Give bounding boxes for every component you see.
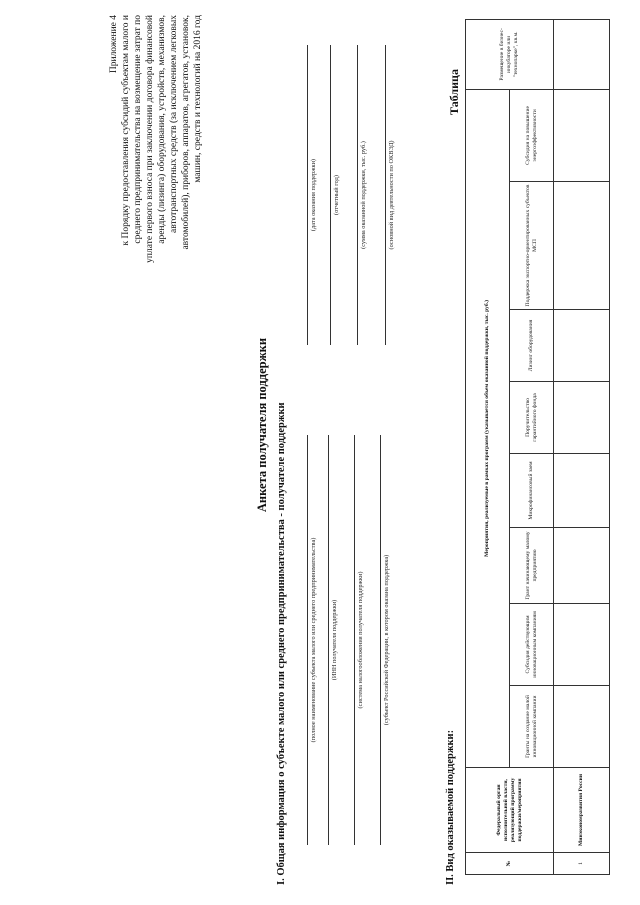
form-title: Анкета получателя поддержки	[255, 337, 269, 513]
field-line	[307, 45, 308, 345]
appendix-number: Приложение 4	[109, 15, 119, 74]
table-header-organ: Федеральный орган исполнительной власти, реализующий программу поддержки/мероприятия	[466, 768, 554, 853]
table-label: Таблица	[447, 69, 461, 115]
field-line	[357, 45, 358, 345]
table-row	[554, 19, 610, 874]
table-subheader: Поддержка экспортно-ориентированных субъектов МСП	[510, 182, 554, 310]
field-caption: (ИНН получателя поддержки)	[331, 599, 338, 681]
appendix-note	[108, 15, 204, 265]
row-cell	[554, 604, 610, 686]
table-header-group: Мероприятия, реализуемые в рамках программ (указывается объем оказанной поддержки, тыс. руб.)	[466, 89, 510, 767]
field-caption: (дата оказания поддержки)	[310, 158, 317, 232]
table-subheader: Субсидия на повышение энергоэффективности	[510, 89, 554, 181]
table-header-incubator: Размещение в бизнес-инкубаторе или "технопарке", кв.м.	[466, 19, 554, 89]
table-subheader: Гранты на создание малой инновационной компании	[510, 686, 554, 768]
table-header-no: №	[466, 853, 554, 875]
field-line	[307, 435, 308, 845]
table-subheader: Лизинг оборудования	[510, 310, 554, 382]
row-cell	[554, 382, 610, 454]
row-cell	[554, 528, 610, 604]
row-cell	[554, 454, 610, 528]
table-subheader: Грант начинающему малому предприятию	[510, 528, 554, 604]
support-table	[465, 19, 610, 875]
field-caption: (система налогообложения получателя поддержки)	[357, 571, 364, 709]
section-2-heading: II. Вид оказываемой поддержки:	[445, 729, 456, 885]
field-line	[330, 45, 331, 345]
field-caption: (субъект Российской Федерации, в котором оказана поддержка)	[383, 554, 390, 726]
field-line	[328, 435, 329, 845]
field-line	[380, 435, 381, 845]
field-line	[385, 45, 386, 345]
field-caption: (полное наименование субъекта малого или среднего предпринимательства)	[310, 537, 317, 743]
field-caption: (основной вид деятельности по ОКВЭД)	[388, 140, 395, 250]
table-subheader: Поручительство гарантийного фонда	[510, 382, 554, 454]
row-cell	[554, 686, 610, 768]
field-caption: (сумма оказанной поддержки, тыс. руб.)	[360, 141, 367, 249]
section-1-heading: I. Общая информация о субъекте малого или среднего предпринимательства - получателе поддержки	[276, 402, 287, 885]
row-cell	[554, 89, 610, 181]
field-line	[354, 435, 355, 845]
table-subheader: Субсидия действующим инновационным компаниям	[510, 604, 554, 686]
row-cell	[554, 182, 610, 310]
appendix-text: к Порядку предоставления субсидий субъектам малого и среднего предпринимательства на возмещение затрат по уплате первого взноса при заключении договора финансовой аренды (лизинга) оборудования, устройств, механизмов, автотранспортных средств (за исключением легковых автомобилей), приборов, аппаратов, агрегатов, установок, машин, средств и технологий на 2016 год	[121, 15, 203, 263]
row-organ: Минэкономразвития России	[554, 768, 610, 853]
table-subheader: Микрофинансовый заем	[510, 454, 554, 528]
row-cell	[554, 310, 610, 382]
row-number: 1	[554, 853, 610, 875]
row-cell	[554, 19, 610, 89]
field-caption: (отчетный год)	[333, 175, 340, 215]
